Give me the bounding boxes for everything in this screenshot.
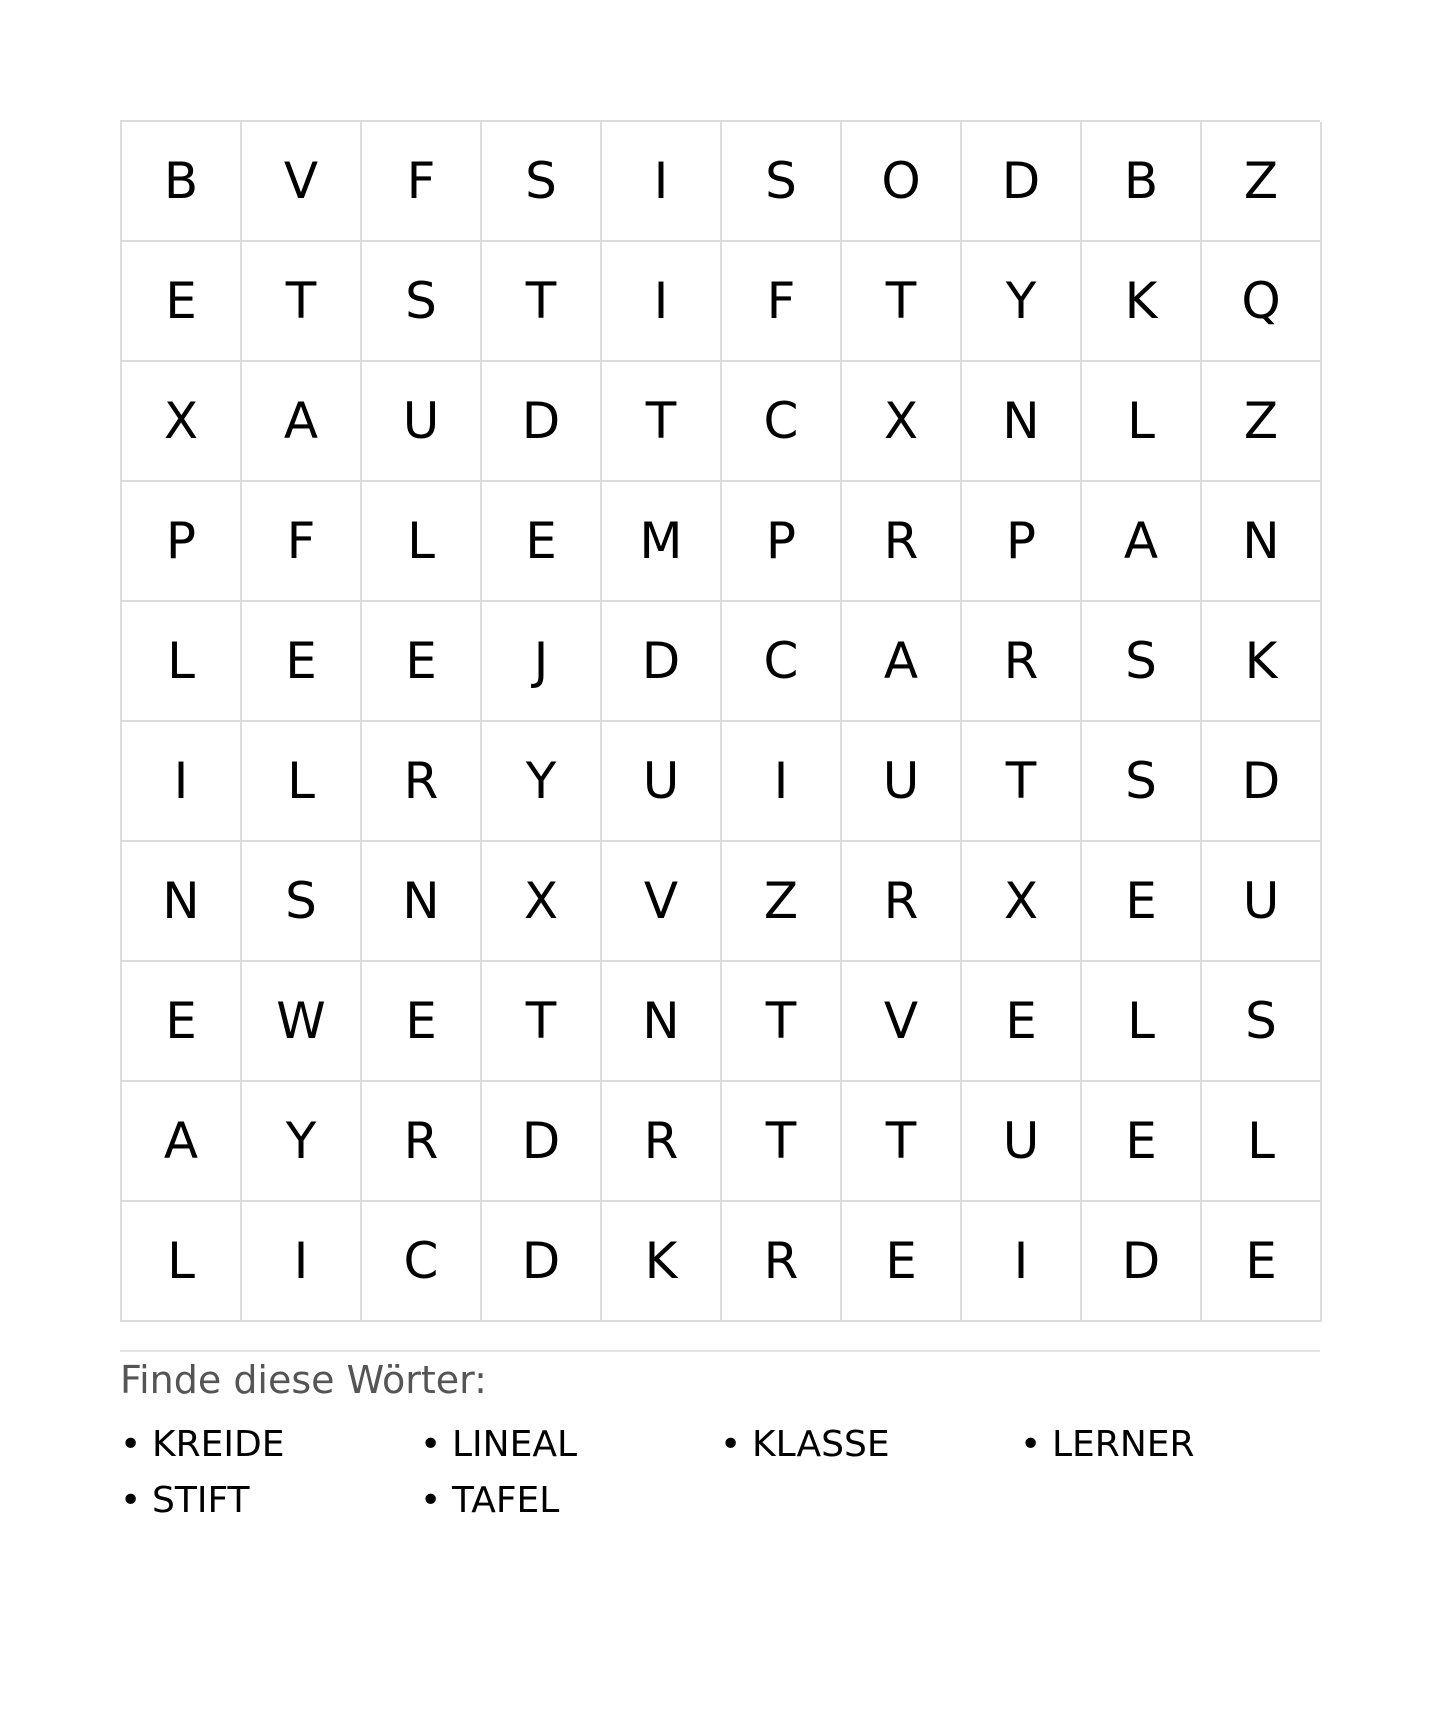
grid-cell[interactable]: Q — [1202, 242, 1322, 362]
bullet-icon: • — [1020, 1423, 1042, 1465]
grid-cell[interactable]: Z — [1202, 122, 1322, 242]
grid-cell[interactable]: S — [1082, 722, 1202, 842]
grid-cell[interactable]: Y — [242, 1082, 362, 1202]
grid-cell[interactable]: S — [1202, 962, 1322, 1082]
word-list — [120, 1416, 1320, 1528]
grid-cell[interactable]: V — [242, 122, 362, 242]
grid-cell[interactable]: N — [1202, 482, 1322, 602]
grid-cell[interactable]: L — [122, 1202, 242, 1322]
grid-cell[interactable]: E — [362, 602, 482, 722]
grid-cell[interactable]: U — [362, 362, 482, 482]
grid-cell[interactable]: R — [602, 1082, 722, 1202]
grid-cell[interactable]: D — [602, 602, 722, 722]
grid-cell[interactable]: V — [602, 842, 722, 962]
grid-cell[interactable]: U — [842, 722, 962, 842]
bullet-icon: • — [720, 1423, 742, 1465]
grid-cell[interactable]: E — [482, 482, 602, 602]
grid-cell[interactable]: Y — [962, 242, 1082, 362]
bullet-icon: • — [120, 1423, 142, 1465]
grid-cell[interactable]: L — [1202, 1082, 1322, 1202]
grid-cell[interactable]: U — [1202, 842, 1322, 962]
grid-cell[interactable]: U — [962, 1082, 1082, 1202]
grid-cell[interactable]: R — [722, 1202, 842, 1322]
word-list-item — [120, 1472, 420, 1528]
bullet-icon: • — [420, 1423, 442, 1465]
grid-cell[interactable]: L — [1082, 962, 1202, 1082]
grid-cell[interactable]: E — [122, 962, 242, 1082]
grid-cell[interactable]: E — [1082, 842, 1202, 962]
word-label: LERNER — [1052, 1423, 1195, 1465]
grid-cell[interactable]: M — [602, 482, 722, 602]
word-label: LINEAL — [452, 1423, 578, 1465]
grid-cell[interactable]: P — [962, 482, 1082, 602]
grid-cell[interactable]: C — [722, 362, 842, 482]
grid-cell[interactable]: T — [242, 242, 362, 362]
grid-cell[interactable]: E — [962, 962, 1082, 1082]
grid-cell[interactable]: K — [1202, 602, 1322, 722]
grid-cell[interactable]: O — [842, 122, 962, 242]
grid-cell[interactable]: D — [482, 1202, 602, 1322]
grid-cell[interactable]: J — [482, 602, 602, 722]
grid-cell[interactable]: Z — [1202, 362, 1322, 482]
grid-cell[interactable]: T — [722, 962, 842, 1082]
grid-cell[interactable]: P — [122, 482, 242, 602]
grid-cell[interactable]: E — [1202, 1202, 1322, 1322]
grid-cell[interactable]: K — [1082, 242, 1202, 362]
word-list-item — [420, 1416, 720, 1472]
grid-cell[interactable]: L — [1082, 362, 1202, 482]
grid-cell[interactable]: X — [482, 842, 602, 962]
grid-cell[interactable]: B — [1082, 122, 1202, 242]
grid-cell[interactable]: A — [242, 362, 362, 482]
grid-cell[interactable]: D — [962, 122, 1082, 242]
grid-cell[interactable]: R — [362, 722, 482, 842]
grid-cell[interactable]: N — [122, 842, 242, 962]
grid-cell[interactable]: N — [362, 842, 482, 962]
grid-cell[interactable]: Z — [722, 842, 842, 962]
grid-cell[interactable]: S — [242, 842, 362, 962]
grid-cell[interactable]: T — [482, 962, 602, 1082]
word-list-item — [120, 1416, 420, 1472]
grid-cell[interactable]: T — [722, 1082, 842, 1202]
word-list-item — [1020, 1416, 1320, 1472]
grid-cell[interactable]: U — [602, 722, 722, 842]
grid-cell[interactable]: E — [842, 1202, 962, 1322]
grid-cell[interactable]: D — [482, 1082, 602, 1202]
grid-cell[interactable]: D — [1202, 722, 1322, 842]
grid-cell[interactable]: T — [842, 1082, 962, 1202]
grid-cell[interactable]: T — [602, 362, 722, 482]
grid-cell[interactable]: T — [962, 722, 1082, 842]
grid-cell[interactable]: E — [242, 602, 362, 722]
grid-cell[interactable]: A — [842, 602, 962, 722]
grid-cell[interactable]: F — [722, 242, 842, 362]
grid-cell[interactable]: E — [122, 242, 242, 362]
grid-cell[interactable]: F — [362, 122, 482, 242]
grid-cell[interactable]: I — [602, 122, 722, 242]
grid-cell[interactable]: P — [722, 482, 842, 602]
word-list-prompt: Finde diese Wörter: — [120, 1358, 487, 1402]
grid-cell[interactable]: X — [962, 842, 1082, 962]
grid-cell[interactable]: I — [602, 242, 722, 362]
grid-cell[interactable]: A — [122, 1082, 242, 1202]
bullet-icon: • — [120, 1479, 142, 1521]
grid-cell[interactable]: S — [722, 122, 842, 242]
word-label: KREIDE — [152, 1423, 285, 1465]
grid-cell[interactable]: N — [602, 962, 722, 1082]
word-label: KLASSE — [752, 1423, 890, 1465]
grid-cell[interactable]: R — [842, 482, 962, 602]
grid-cell[interactable]: L — [362, 482, 482, 602]
grid-cell[interactable]: C — [362, 1202, 482, 1322]
grid-cell[interactable]: I — [242, 1202, 362, 1322]
grid-cell[interactable]: K — [602, 1202, 722, 1322]
word-search-puzzle — [120, 120, 1320, 1528]
grid-cell[interactable]: A — [1082, 482, 1202, 602]
grid-cell[interactable]: E — [1082, 1082, 1202, 1202]
grid-cell[interactable]: W — [242, 962, 362, 1082]
grid-cell[interactable]: X — [122, 362, 242, 482]
word-list-item — [720, 1416, 1020, 1472]
grid-cell[interactable]: N — [962, 362, 1082, 482]
grid-cell[interactable]: S — [362, 242, 482, 362]
grid-cell[interactable]: T — [482, 242, 602, 362]
grid-cell[interactable]: I — [722, 722, 842, 842]
grid-cell[interactable]: C — [722, 602, 842, 722]
grid-cell[interactable]: R — [362, 1082, 482, 1202]
grid-cell[interactable]: I — [962, 1202, 1082, 1322]
word-list-item — [420, 1472, 720, 1528]
grid-cell[interactable]: R — [842, 842, 962, 962]
grid-cell[interactable]: X — [842, 362, 962, 482]
letter-grid — [120, 120, 1320, 1322]
grid-cell[interactable]: S — [1082, 602, 1202, 722]
grid-cell[interactable]: B — [122, 122, 242, 242]
grid-cell[interactable]: S — [482, 122, 602, 242]
word-label: STIFT — [152, 1479, 250, 1521]
grid-cell[interactable]: D — [1082, 1202, 1202, 1322]
grid-cell[interactable]: E — [362, 962, 482, 1082]
grid-cell[interactable]: F — [242, 482, 362, 602]
grid-cell[interactable]: Y — [482, 722, 602, 842]
grid-cell[interactable]: D — [482, 362, 602, 482]
divider — [120, 1350, 1320, 1352]
bullet-icon: • — [420, 1479, 442, 1521]
grid-cell[interactable]: L — [122, 602, 242, 722]
grid-cell[interactable]: V — [842, 962, 962, 1082]
grid-cell[interactable]: R — [962, 602, 1082, 722]
grid-cell[interactable]: T — [842, 242, 962, 362]
grid-cell[interactable]: L — [242, 722, 362, 842]
word-label: TAFEL — [452, 1479, 560, 1521]
grid-cell[interactable]: I — [122, 722, 242, 842]
